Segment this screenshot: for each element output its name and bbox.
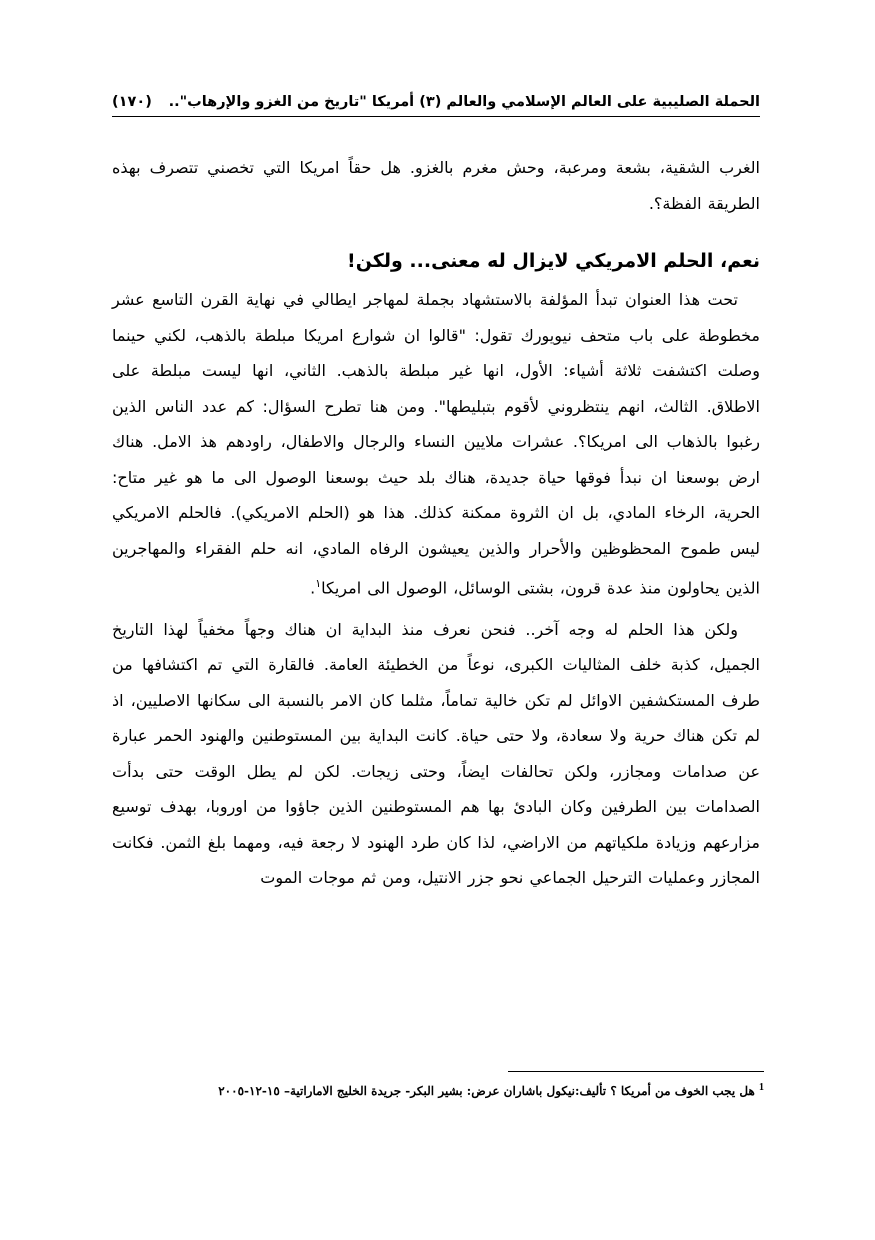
paragraph-american-dream [112, 282, 760, 606]
paragraph-text: تحت هذا العنوان تبدأ المؤلفة بالاستشهاد بجملة لمهاجر ايطالي في نهاية القرن التاسع عشر مخطوطة على باب متحف نيويورك تقول: "قالوا ان شوارع امريكا مبلطة بالذهب، لكني حينما وصلت اكتشفت ثلاثة أشياء: الأول، انها غير مبلطة بالذهب. الثاني، انها ليست مبلطة على الاطلاق. الثالث، انهم ينتظروني لأقوم بتبليطها". ومن هنا تطرح السؤال: كم عدد الناس الذين رغبوا بالذهاب الى امريكا؟. عشرات ملايين النساء والرجال والاطفال، راودهم هذ الامل. هناك ارض بوسعنا ان نبدأ فوقها حياة جديدة، هناك بلد حيث بوسعنا الوصول الى ما هو غير متاح: الحرية، الرخاء المادي، بل ان الثروة ممكنة كذلك. هذا هو (الحلم الامريكي). فالحلم الامريكي ليس طموح المحظوظين والأحرار والذين يعيشون الرفاه المادي، انه حلم الفقراء والمهاجرين الذين يحاولون منذ عدة قرون، بشتى الوسائل، الوصول الى امريكا [112, 290, 760, 598]
footnote-reference[interactable]: ١ [315, 577, 322, 590]
paragraph-end-punct: . [310, 578, 316, 598]
page-number: (١٧٠) [112, 94, 152, 110]
page-body [112, 150, 760, 896]
continued-paragraph: الغرب الشقية، بشعة ومرعبة، وحش مغرم بالغزو. هل حقاً امريكا التي تخصني تتصرف بهذه الطريقة الفظة؟. [112, 158, 760, 213]
page-header [112, 88, 760, 117]
section-heading: نعم، الحلم الامريكي لايزال له معنى... ولكن! [347, 250, 760, 272]
footnote-text: هل يجب الخوف من أمريكا ؟ تأليف:نيكول باشاران عرض: بشير البكر- جريدة الخليج الاماراتية– ١٥-١٢-٢٠٠٥ [218, 1084, 755, 1098]
footnote-number: 1 [759, 1082, 764, 1093]
paragraph-hidden-face: ولكن هذا الحلم له وجه آخر.. فنحن نعرف منذ البداية ان هناك وجهاً مخفياً لهذا التاريخ الجميل، كذبة خلف المثاليات الكبرى، نوعاً من الخطيئة العامة. فالقارة التي تم اكتشافها من طرف المستكشفين الاوائل لم تكن خالية تماماً، مثلما كان الامر بالنسبة الى سكانها الاصليين، اذ لم تكن هناك حرية ولا سعادة، ولا حتى حياة. كانت البداية بين المستوطنين والهنود الحمر عبارة عن صدامات ومجازر، ولكن تحالفات ايضاً، وحتى زيجات. لكن لم يطل الوقت حتى بدأت الصدامات بين الطرفين وكان البادئ بها هم المستوطنين الذين جاؤوا من اوروبا، بهدف توسيع مزارعهم وزيادة ملكياتهم من الاراضي، لذا كان طرد الهنود لا رجعة فيه، ومهما بلغ الثمن. فكانت المجازر وعمليات الترحيل الجماعي نحو جزر الانتيل، ومن ثم موجات الموت [112, 619, 760, 888]
footnote-separator [508, 1071, 764, 1072]
running-title: الحملة الصليبية على العالم الإسلامي والعالم (٣) أمريكا "تاريخ من الغزو والإرهاب".. [168, 94, 760, 110]
footnote [112, 1076, 764, 1103]
